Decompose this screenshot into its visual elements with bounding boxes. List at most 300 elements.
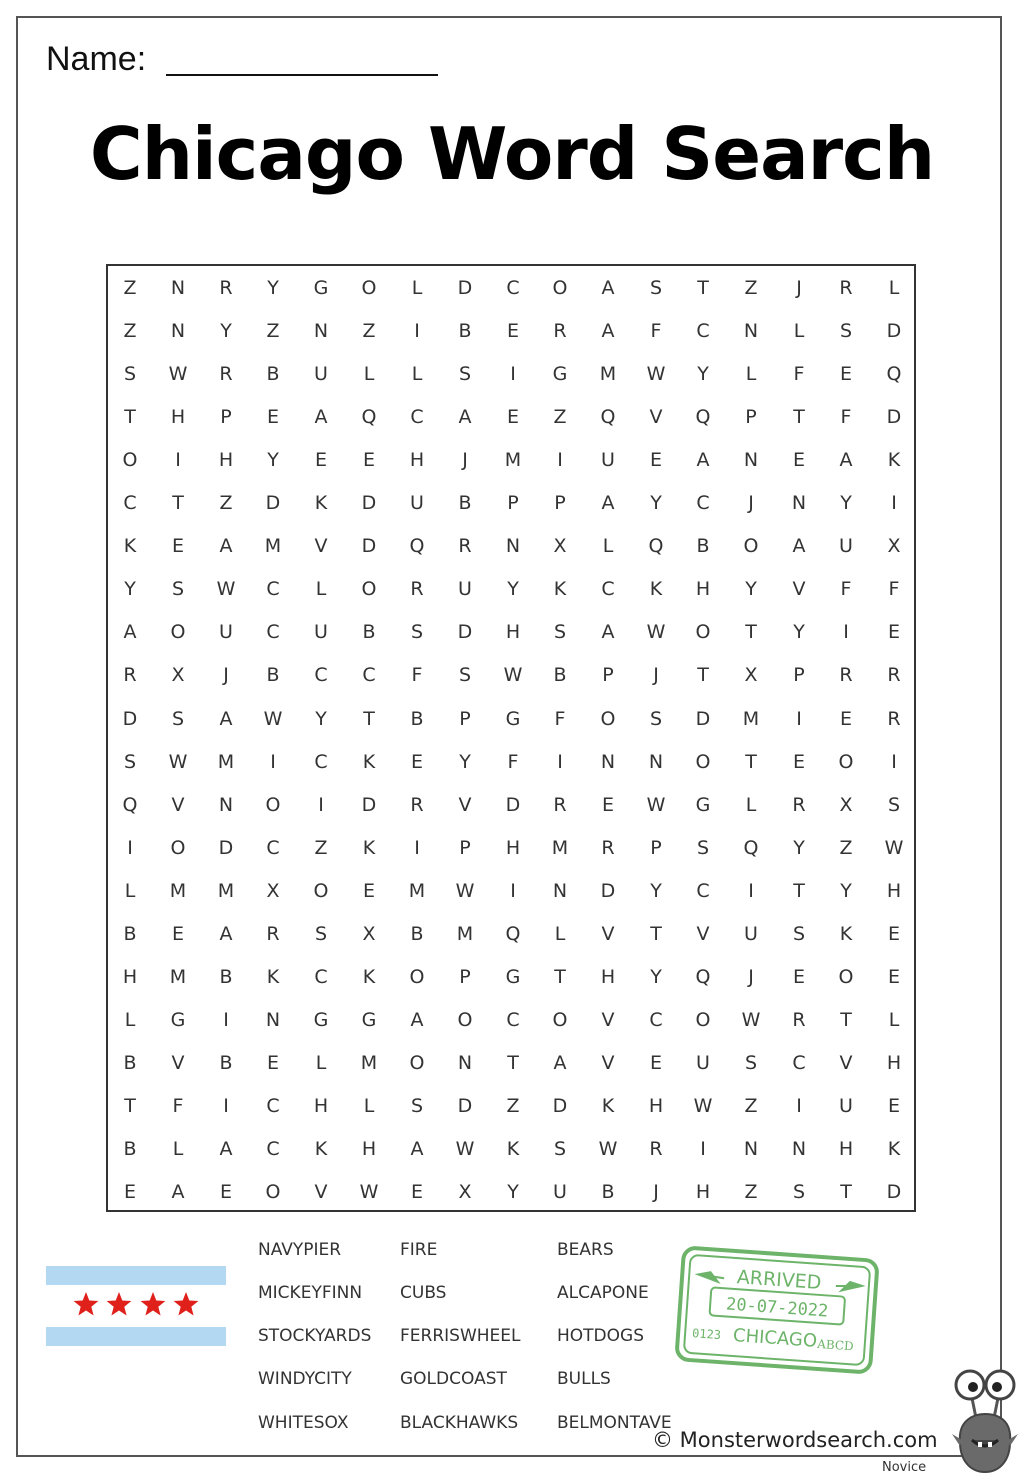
grid-cell[interactable]: M [169, 965, 187, 988]
grid-cell[interactable]: K [649, 578, 663, 601]
grid-cell[interactable]: P [459, 965, 471, 988]
grid-cell[interactable]: R [649, 1138, 663, 1160]
grid-cell[interactable]: Y [793, 836, 805, 859]
grid-cell[interactable]: Y [650, 879, 662, 902]
grid-cell[interactable]: C [362, 664, 376, 687]
grid-cell[interactable]: R [553, 320, 567, 343]
grid-cell[interactable]: I [700, 1138, 706, 1160]
grid-cell[interactable]: I [270, 750, 276, 773]
grid-cell[interactable]: B [553, 664, 567, 687]
grid-cell[interactable]: Z [266, 320, 280, 343]
grid-cell[interactable]: C [601, 578, 615, 601]
grid-cell[interactable]: Z [506, 1094, 520, 1117]
grid-cell[interactable]: H [505, 836, 521, 859]
grid-cell[interactable]: E [362, 879, 375, 902]
grid-cell[interactable]: E [410, 750, 423, 773]
grid-cell[interactable]: G [505, 965, 521, 988]
grid-cell[interactable]: R [792, 793, 806, 816]
grid-cell[interactable]: V [171, 793, 185, 816]
grid-cell[interactable]: D [600, 879, 616, 902]
grid-cell[interactable]: W [455, 1138, 475, 1160]
grid-cell[interactable]: W [503, 664, 523, 687]
grid-cell[interactable]: N [505, 535, 521, 558]
grid-cell[interactable]: I [796, 707, 802, 730]
grid-cell[interactable]: N [265, 1008, 281, 1031]
grid-cell[interactable]: P [793, 664, 805, 687]
grid-cell[interactable]: A [410, 1138, 424, 1160]
grid-cell[interactable]: X [553, 535, 567, 558]
grid-cell[interactable]: S [887, 793, 901, 816]
grid-cell[interactable]: I [891, 492, 897, 515]
grid-cell[interactable]: L [888, 1008, 900, 1031]
grid-cell[interactable]: V [314, 1181, 328, 1204]
grid-cell[interactable]: S [410, 1094, 424, 1117]
grid-cell[interactable]: P [650, 836, 662, 859]
grid-cell[interactable]: O [361, 578, 377, 601]
grid-cell[interactable]: Z [123, 320, 137, 343]
grid-cell[interactable]: H [886, 879, 902, 902]
grid-cell[interactable]: V [839, 1051, 853, 1074]
grid-cell[interactable]: Y [697, 363, 709, 386]
grid-cell[interactable]: Y [459, 750, 471, 773]
grid-cell[interactable]: E [887, 922, 900, 945]
grid-cell[interactable]: P [220, 406, 232, 429]
grid-cell[interactable]: K [362, 750, 376, 773]
grid-cell[interactable]: N [170, 320, 186, 343]
grid-cell[interactable]: Y [267, 277, 279, 299]
grid-cell[interactable]: D [361, 793, 377, 816]
grid-cell[interactable]: J [462, 449, 468, 472]
grid-cell[interactable]: R [123, 664, 137, 687]
grid-cell[interactable]: Q [600, 406, 616, 429]
grid-cell[interactable]: O [838, 750, 854, 773]
grid-cell[interactable]: H [409, 449, 425, 472]
grid-cell[interactable]: S [123, 750, 137, 773]
grid-cell[interactable]: T [793, 879, 805, 902]
grid-cell[interactable]: F [554, 707, 566, 730]
grid-cell[interactable]: G [695, 793, 711, 816]
grid-cell[interactable]: I [510, 363, 516, 386]
grid-cell[interactable]: E [171, 535, 184, 558]
grid-cell[interactable]: N [743, 320, 759, 343]
grid-cell[interactable]: N [791, 492, 807, 515]
grid-cell[interactable]: Y [840, 879, 852, 902]
grid-cell[interactable]: K [839, 922, 853, 945]
grid-cell[interactable]: Y [793, 621, 805, 644]
grid-cell[interactable]: E [792, 965, 805, 988]
grid-cell[interactable]: T [840, 1008, 852, 1031]
grid-cell[interactable]: R [219, 277, 233, 299]
grid-cell[interactable]: E [506, 320, 519, 343]
grid-cell[interactable]: F [507, 750, 519, 773]
grid-cell[interactable]: S [458, 664, 472, 687]
grid-cell[interactable]: A [171, 1181, 185, 1204]
grid-cell[interactable]: F [840, 578, 852, 601]
grid-cell[interactable]: I [510, 879, 516, 902]
grid-cell[interactable]: W [168, 363, 188, 386]
grid-cell[interactable]: M [408, 879, 426, 902]
grid-cell[interactable]: Z [553, 406, 567, 429]
grid-cell[interactable]: O [170, 621, 186, 644]
grid-cell[interactable]: W [646, 621, 666, 644]
grid-cell[interactable]: W [359, 1181, 379, 1204]
grid-cell[interactable]: Y [650, 965, 662, 988]
grid-cell[interactable]: B [219, 1051, 233, 1074]
grid-cell[interactable]: E [314, 449, 327, 472]
grid-cell[interactable]: A [458, 406, 472, 429]
grid-cell[interactable]: S [314, 922, 328, 945]
grid-cell[interactable]: E [506, 406, 519, 429]
grid-cell[interactable]: A [839, 449, 853, 472]
grid-cell[interactable]: C [506, 1008, 520, 1031]
grid-cell[interactable]: O [552, 277, 568, 299]
grid-cell[interactable]: U [458, 578, 472, 601]
grid-cell[interactable]: P [507, 492, 519, 515]
grid-cell[interactable]: X [458, 1181, 472, 1204]
grid-cell[interactable]: F [172, 1094, 184, 1117]
grid-cell[interactable]: L [124, 1008, 136, 1031]
grid-cell[interactable]: Y [220, 320, 232, 343]
grid-cell[interactable]: Z [219, 492, 233, 515]
grid-cell[interactable]: O [265, 793, 281, 816]
grid-cell[interactable]: Y [267, 449, 279, 472]
grid-cell[interactable]: L [315, 578, 327, 601]
grid-cell[interactable]: J [796, 277, 802, 299]
grid-cell[interactable]: M [742, 707, 760, 730]
grid-cell[interactable]: Z [123, 277, 137, 299]
grid-cell[interactable]: Q [743, 836, 759, 859]
grid-cell[interactable]: E [649, 449, 662, 472]
grid-cell[interactable]: N [218, 793, 234, 816]
grid-cell[interactable]: R [553, 793, 567, 816]
grid-cell[interactable]: X [266, 879, 280, 902]
grid-cell[interactable]: K [601, 1094, 615, 1117]
grid-cell[interactable]: D [218, 836, 234, 859]
grid-cell[interactable]: I [318, 793, 324, 816]
grid-cell[interactable]: W [455, 879, 475, 902]
grid-cell[interactable]: D [361, 535, 377, 558]
grid-cell[interactable]: I [557, 449, 563, 472]
grid-cell[interactable]: E [649, 1051, 662, 1074]
grid-cell[interactable]: V [314, 535, 328, 558]
grid-cell[interactable]: B [123, 922, 137, 945]
grid-cell[interactable]: S [458, 363, 472, 386]
grid-cell[interactable]: P [459, 836, 471, 859]
grid-cell[interactable]: U [839, 1094, 853, 1117]
grid-cell[interactable]: O [170, 836, 186, 859]
grid-cell[interactable]: E [410, 1181, 423, 1204]
grid-cell[interactable]: I [223, 1094, 229, 1117]
grid-cell[interactable]: U [553, 1181, 567, 1204]
grid-cell[interactable]: B [696, 535, 710, 558]
grid-cell[interactable]: X [171, 664, 185, 687]
grid-cell[interactable]: A [219, 1138, 233, 1160]
grid-cell[interactable]: K [266, 965, 280, 988]
grid-cell[interactable]: J [653, 664, 659, 687]
grid-cell[interactable]: Q [695, 406, 711, 429]
grid-cell[interactable]: Z [744, 1094, 758, 1117]
grid-cell[interactable]: A [601, 277, 615, 299]
grid-cell[interactable]: L [745, 793, 757, 816]
grid-cell[interactable]: I [414, 836, 420, 859]
grid-cell[interactable]: E [792, 449, 805, 472]
grid-cell[interactable]: E [362, 449, 375, 472]
grid-cell[interactable]: C [649, 1008, 663, 1031]
grid-cell[interactable]: Y [650, 492, 662, 515]
grid-cell[interactable]: H [218, 449, 234, 472]
grid-cell[interactable]: H [505, 621, 521, 644]
grid-cell[interactable]: H [600, 965, 616, 988]
grid-cell[interactable]: C [696, 492, 710, 515]
grid-cell[interactable]: R [219, 363, 233, 386]
grid-cell[interactable]: D [695, 707, 711, 730]
grid-cell[interactable]: B [123, 1138, 137, 1160]
grid-cell[interactable]: V [601, 922, 615, 945]
grid-cell[interactable]: N [600, 750, 616, 773]
grid-cell[interactable]: W [168, 750, 188, 773]
grid-cell[interactable]: K [506, 1138, 520, 1160]
grid-cell[interactable]: Z [839, 836, 853, 859]
grid-cell[interactable]: O [265, 1181, 281, 1204]
grid-cell[interactable]: E [839, 363, 852, 386]
grid-cell[interactable]: V [601, 1051, 615, 1074]
grid-cell[interactable]: T [124, 1094, 136, 1117]
grid-cell[interactable]: C [266, 621, 280, 644]
grid-cell[interactable]: W [216, 578, 236, 601]
grid-cell[interactable]: N [791, 1138, 807, 1160]
grid-cell[interactable]: K [362, 836, 376, 859]
grid-cell[interactable]: R [458, 535, 472, 558]
grid-cell[interactable]: B [601, 1181, 615, 1204]
grid-cell[interactable]: S [553, 1138, 567, 1160]
grid-cell[interactable]: T [793, 406, 805, 429]
grid-cell[interactable]: A [601, 621, 615, 644]
grid-cell[interactable]: M [504, 449, 522, 472]
grid-cell[interactable]: E [171, 922, 184, 945]
grid-cell[interactable]: K [314, 1138, 328, 1160]
grid-cell[interactable]: Q [505, 922, 521, 945]
grid-cell[interactable]: R [839, 664, 853, 687]
grid-cell[interactable]: D [457, 1094, 473, 1117]
grid-cell[interactable]: E [601, 793, 614, 816]
grid-cell[interactable]: F [411, 664, 423, 687]
grid-cell[interactable]: A [553, 1051, 567, 1074]
grid-cell[interactable]: L [411, 363, 423, 386]
grid-cell[interactable]: O [122, 449, 138, 472]
grid-cell[interactable]: W [646, 793, 666, 816]
grid-cell[interactable]: O [743, 535, 759, 558]
grid-cell[interactable]: S [792, 922, 806, 945]
grid-cell[interactable]: S [696, 836, 710, 859]
grid-cell[interactable]: U [410, 492, 424, 515]
grid-cell[interactable]: J [748, 492, 754, 515]
grid-cell[interactable]: S [744, 1051, 758, 1074]
grid-cell[interactable]: O [552, 1008, 568, 1031]
grid-cell[interactable]: X [839, 793, 853, 816]
grid-cell[interactable]: U [839, 535, 853, 558]
grid-cell[interactable]: C [696, 320, 710, 343]
grid-cell[interactable]: S [410, 621, 424, 644]
grid-cell[interactable]: O [409, 1051, 425, 1074]
grid-cell[interactable]: H [695, 578, 711, 601]
grid-cell[interactable]: M [599, 363, 617, 386]
grid-cell[interactable]: E [839, 707, 852, 730]
grid-cell[interactable]: M [456, 922, 474, 945]
grid-cell[interactable]: L [745, 363, 757, 386]
grid-cell[interactable]: Q [695, 965, 711, 988]
grid-cell[interactable]: Q [361, 406, 377, 429]
grid-cell[interactable]: H [170, 406, 186, 429]
grid-cell[interactable]: D [122, 707, 138, 730]
grid-cell[interactable]: E [219, 1181, 232, 1204]
grid-cell[interactable]: H [648, 1094, 664, 1117]
grid-cell[interactable]: S [123, 363, 137, 386]
grid-cell[interactable]: R [887, 707, 901, 730]
grid-cell[interactable]: Q [122, 793, 138, 816]
grid-cell[interactable]: I [557, 750, 563, 773]
grid-cell[interactable]: C [314, 965, 328, 988]
grid-cell[interactable]: Q [648, 535, 664, 558]
grid-cell[interactable]: U [219, 621, 233, 644]
grid-cell[interactable]: G [552, 363, 568, 386]
grid-cell[interactable]: A [219, 922, 233, 945]
grid-cell[interactable]: W [646, 363, 666, 386]
grid-cell[interactable]: M [169, 879, 187, 902]
grid-cell[interactable]: I [748, 879, 754, 902]
grid-cell[interactable]: C [266, 836, 280, 859]
grid-cell[interactable]: E [887, 1094, 900, 1117]
grid-cell[interactable]: E [887, 621, 900, 644]
grid-cell[interactable]: G [170, 1008, 186, 1031]
grid-cell[interactable]: O [695, 750, 711, 773]
grid-cell[interactable]: I [127, 836, 133, 859]
grid-cell[interactable]: S [649, 707, 663, 730]
grid-cell[interactable]: R [410, 578, 424, 601]
grid-cell[interactable]: R [792, 1008, 806, 1031]
grid-cell[interactable]: E [266, 406, 279, 429]
grid-cell[interactable]: L [315, 1051, 327, 1074]
grid-cell[interactable]: D [505, 793, 521, 816]
grid-cell[interactable]: M [264, 535, 282, 558]
grid-cell[interactable]: B [458, 492, 472, 515]
grid-cell[interactable]: C [266, 1094, 280, 1117]
grid-cell[interactable]: X [744, 664, 758, 687]
grid-cell[interactable]: W [693, 1094, 713, 1117]
grid-cell[interactable]: S [171, 707, 185, 730]
grid-cell[interactable]: D [265, 492, 281, 515]
grid-cell[interactable]: O [695, 1008, 711, 1031]
grid-cell[interactable]: W [598, 1138, 618, 1160]
grid-cell[interactable]: T [745, 750, 757, 773]
grid-cell[interactable]: C [410, 406, 424, 429]
grid-cell[interactable]: I [891, 750, 897, 773]
grid-cell[interactable]: B [362, 621, 376, 644]
grid-cell[interactable]: A [792, 535, 806, 558]
grid-cell[interactable]: N [743, 449, 759, 472]
grid-cell[interactable]: K [887, 449, 901, 472]
grid-cell[interactable]: N [743, 1138, 759, 1160]
grid-cell[interactable]: L [888, 277, 900, 299]
grid-cell[interactable]: C [123, 492, 137, 515]
grid-cell[interactable]: S [839, 320, 853, 343]
grid-cell[interactable]: O [361, 277, 377, 299]
grid-cell[interactable]: A [219, 535, 233, 558]
grid-cell[interactable]: O [838, 965, 854, 988]
grid-cell[interactable]: T [363, 707, 375, 730]
grid-cell[interactable]: C [314, 664, 328, 687]
grid-cell[interactable]: R [410, 793, 424, 816]
grid-cell[interactable]: B [410, 707, 424, 730]
grid-cell[interactable]: I [414, 320, 420, 343]
grid-cell[interactable]: C [266, 578, 280, 601]
grid-cell[interactable]: D [457, 621, 473, 644]
grid-cell[interactable]: E [792, 750, 805, 773]
grid-cell[interactable]: T [840, 1181, 852, 1204]
grid-cell[interactable]: H [886, 1051, 902, 1074]
grid-cell[interactable]: B [266, 664, 280, 687]
grid-cell[interactable]: Z [744, 277, 758, 299]
grid-cell[interactable]: H [695, 1181, 711, 1204]
grid-cell[interactable]: D [552, 1094, 568, 1117]
grid-cell[interactable]: B [123, 1051, 137, 1074]
grid-cell[interactable]: Z [314, 836, 328, 859]
grid-cell[interactable]: Y [745, 578, 757, 601]
grid-cell[interactable]: K [553, 578, 567, 601]
grid-cell[interactable]: S [553, 621, 567, 644]
grid-cell[interactable]: B [458, 320, 472, 343]
grid-cell[interactable]: G [505, 707, 521, 730]
grid-cell[interactable]: W [741, 1008, 761, 1031]
grid-cell[interactable]: I [175, 449, 181, 472]
grid-cell[interactable]: V [458, 793, 472, 816]
grid-cell[interactable]: O [457, 1008, 473, 1031]
grid-cell[interactable]: Q [409, 535, 425, 558]
grid-cell[interactable]: Z [744, 1181, 758, 1204]
grid-cell[interactable]: O [409, 965, 425, 988]
grid-cell[interactable]: S [171, 578, 185, 601]
grid-cell[interactable]: I [796, 1094, 802, 1117]
grid-cell[interactable]: L [363, 1094, 375, 1117]
grid-cell[interactable]: Z [362, 320, 376, 343]
grid-cell[interactable]: T [124, 406, 136, 429]
grid-cell[interactable]: L [411, 277, 423, 299]
grid-cell[interactable]: N [552, 879, 568, 902]
grid-cell[interactable]: D [457, 277, 473, 299]
grid-cell[interactable]: C [266, 1138, 280, 1160]
grid-cell[interactable]: H [838, 1138, 854, 1160]
grid-cell[interactable]: V [792, 578, 806, 601]
grid-cell[interactable]: F [888, 578, 900, 601]
grid-cell[interactable]: A [696, 449, 710, 472]
grid-cell[interactable]: U [314, 363, 328, 386]
grid-cell[interactable]: G [313, 277, 329, 299]
grid-cell[interactable]: G [313, 1008, 329, 1031]
grid-cell[interactable]: M [360, 1051, 378, 1074]
grid-cell[interactable]: T [172, 492, 184, 515]
grid-cell[interactable]: M [217, 750, 235, 773]
grid-cell[interactable]: P [602, 664, 614, 687]
grid-cell[interactable]: K [362, 965, 376, 988]
grid-cell[interactable]: L [793, 320, 805, 343]
grid-cell[interactable]: N [457, 1051, 473, 1074]
grid-cell[interactable]: K [887, 1138, 901, 1160]
grid-cell[interactable]: A [601, 492, 615, 515]
grid-cell[interactable]: V [649, 406, 663, 429]
grid-cell[interactable]: C [696, 879, 710, 902]
grid-cell[interactable]: M [551, 836, 569, 859]
grid-cell[interactable]: T [697, 277, 709, 299]
grid-cell[interactable]: J [748, 965, 754, 988]
